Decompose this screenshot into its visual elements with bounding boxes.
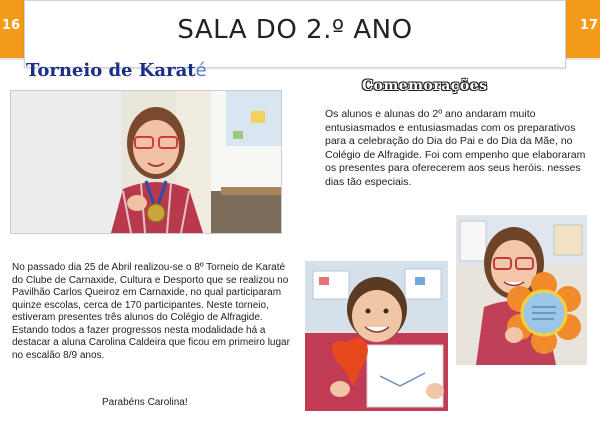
karate-paragraph: No passado dia 25 de Abril realizou-se o 8º Torneio de Karaté do Clube de Carnaxide, Cultura e Desporto que se realizou no Pavilhão Carlos Queiroz em Carnaxide, no qual participaram quinze escolas, cerca de 170 participantes. Neste torneio, estiveram presentes três alunos do Colégio de Alfragide. Estando todos a fazer progressos nesta modalidade há a destacar a aluna Carolina Caldeira que ficou em primeiro lugar no escalão 8/9 anos. — [12, 262, 290, 361]
page-title: SALA DO 2.º ANO — [177, 15, 413, 45]
page-number-right: 17 — [579, 18, 598, 33]
page-number-left: 16 — [2, 18, 21, 33]
page-title-box — [24, 0, 566, 68]
comemoracoes-title: Comemorações — [362, 78, 488, 94]
karate-title-tail: é — [195, 60, 207, 81]
comemoracoes-paragraph: Os alunos e alunas do 2º ano andaram muito entusiasmados e entusiasmadas com os preparativos para a celebração do Dia do Pai e do Dia da Mãe, no Colégio de Alfragide. Foi com empenho que elaboraram os presentes para oferecerem aos seus heróis. nesses dias tão especiais. — [325, 108, 586, 188]
karate-title-main: Torneio de Karat — [26, 60, 196, 81]
girl-flower-photo — [456, 215, 587, 365]
karate-section-title — [26, 60, 207, 81]
karate-photo — [10, 90, 282, 234]
karate-congrats: Parabéns Carolina! — [102, 397, 188, 408]
boy-heart-photo — [305, 261, 448, 411]
